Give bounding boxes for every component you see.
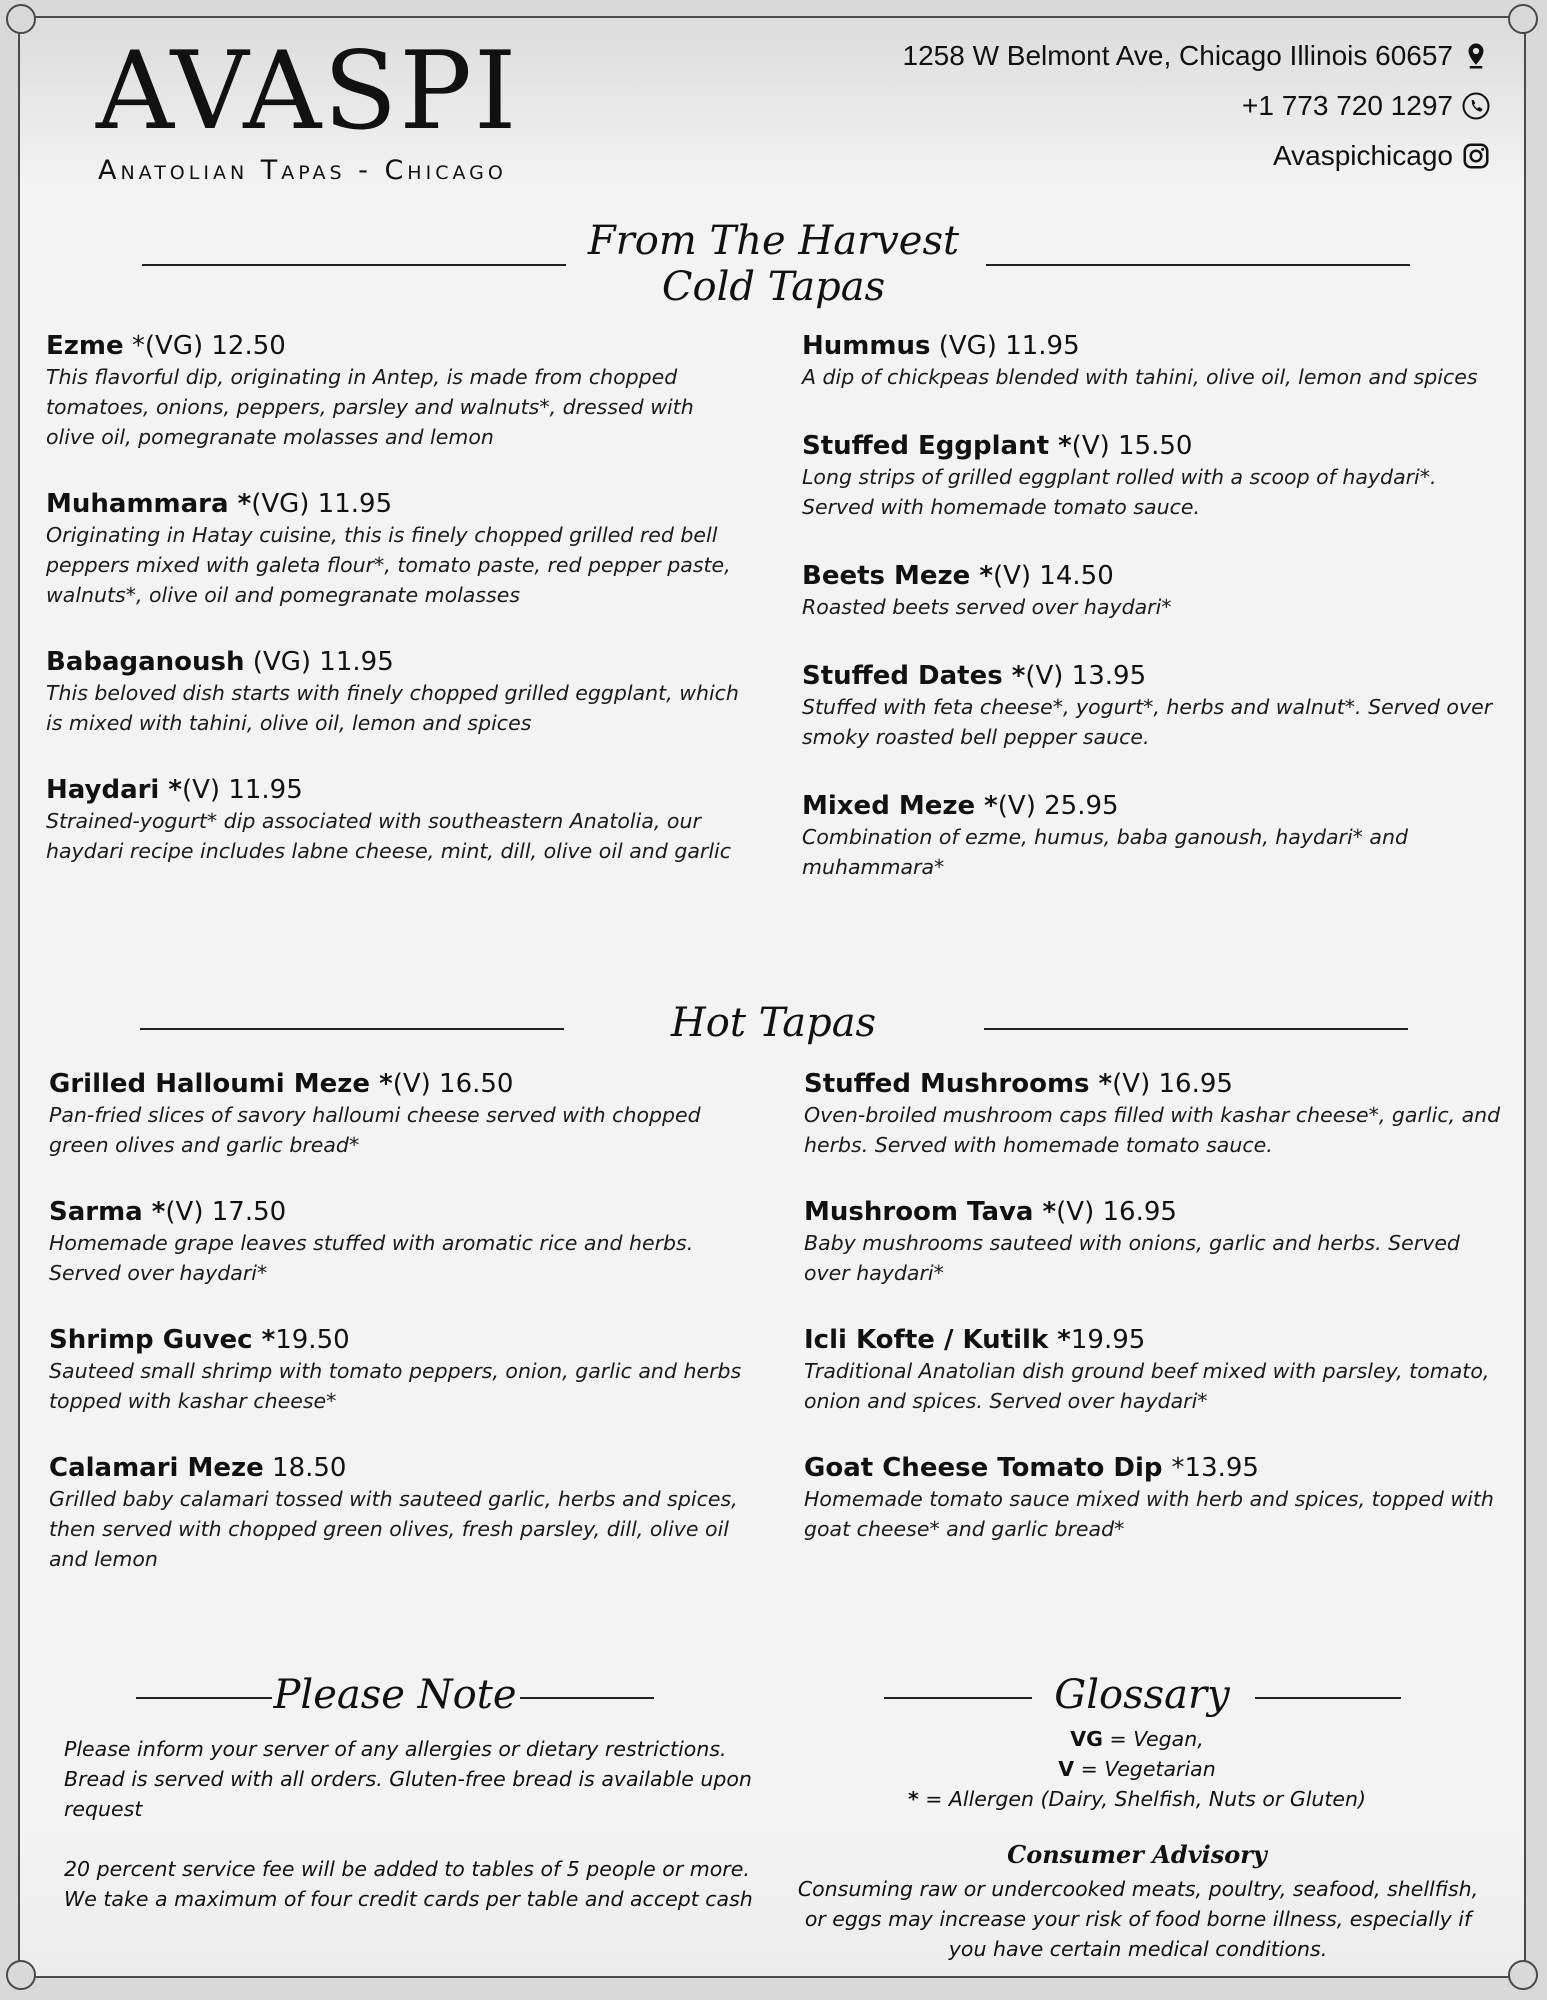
menu-item (46, 488, 746, 610)
menu-item-name: Babaganoush (46, 647, 245, 677)
menu-item (49, 1196, 749, 1288)
menu-item-description: Long strips of grilled eggplant rolled with a scoop of haydari*. Served with homemade tomato sauce. (802, 465, 1437, 519)
menu-item-price: (V) 25.95 (997, 791, 1119, 821)
menu-item-title (49, 1068, 749, 1100)
menu-item-price: (V) 16.50 (392, 1069, 514, 1099)
menu-item-title (46, 646, 746, 678)
menu-item-name: Sarma * (49, 1197, 166, 1227)
menu-item-description: Traditional Anatolian dish ground beef mixed with parsley, tomato, onion and spices. Served over haydari* (804, 1359, 1490, 1413)
menu-item-price: (V) 17.50 (165, 1197, 287, 1227)
menu-item-description: Grilled baby calamari tossed with sauteed garlic, herbs and spices, then served with chopped green olives, fresh parsley, dill, olive oil and lemon (49, 1487, 738, 1571)
menu-item-name: Stuffed Eggplant * (802, 431, 1072, 461)
menu-item-title (46, 774, 746, 806)
menu-item-price: 18.50 (263, 1453, 347, 1483)
note-paragraph: Please inform your server of any allergies or dietary restrictions. Bread is served with all orders. Gluten-free bread is available upon request (64, 1737, 752, 1821)
consumer-advisory-text: Consuming raw or undercooked meats, poultry, seafood, shellfish, or eggs may increase your risk of food borne illness, especially if you have certain medical conditions. (797, 1877, 1479, 1961)
menu-item-description: Originating in Hatay cuisine, this is finely chopped grilled red bell peppers mixed with galeta flour*, tomato paste, red pepper paste, walnuts*, olive oil and pomegranate molasses (46, 523, 731, 607)
menu-item-description: Homemade tomato sauce mixed with herb and spices, topped with goat cheese* and garlic bread* (804, 1487, 1494, 1541)
menu-item-price: (V) 16.95 (1112, 1069, 1233, 1099)
section-title-glossary: Glossary (1054, 1672, 1230, 1718)
menu-item-title (46, 330, 746, 362)
menu-item-name: Calamari Meze (49, 1453, 264, 1483)
menu-item-description: Stuffed with feta cheese*, yogurt*, herbs and walnut*. Served over smoky roasted bell pepper sauce. (802, 695, 1493, 749)
menu-item-title (804, 1452, 1504, 1484)
menu-item-price: *(VG) 12.50 (123, 331, 286, 361)
glossary-v: V = Vegetarian (1058, 1757, 1216, 1781)
glossary-vg: VG = Vegan, (1070, 1727, 1204, 1751)
phone[interactable] (1242, 90, 1491, 122)
menu-item-title (804, 1324, 1504, 1356)
corner-ornament (1508, 1960, 1538, 1990)
instagram[interactable] (1273, 140, 1491, 172)
menu-item-description: Pan-fried slices of savory halloumi cheese served with chopped green olives and garlic bread* (49, 1103, 701, 1157)
tagline: Anatolian Tapas - Chicago (98, 155, 507, 186)
menu-item-price: 19.50 (275, 1325, 350, 1355)
menu-item-name: Grilled Halloumi Meze * (49, 1069, 393, 1099)
menu-item (804, 1068, 1504, 1160)
menu-item-description: Sauteed small shrimp with tomato peppers, onion, garlic and herbs topped with kashar cheese* (49, 1359, 742, 1413)
menu-item-title (49, 1324, 749, 1356)
menu-item (804, 1196, 1504, 1288)
cold-tapas-right-column (802, 330, 1502, 920)
address-text: 1258 W Belmont Ave, Chicago Illinois 60657 (902, 40, 1453, 71)
menu-item-description: Oven-broiled mushroom caps filled with kashar cheese*, garlic, and herbs. Served with homemade tomato sauce. (804, 1103, 1501, 1157)
menu-item-description: Combination of ezme, humus, baba ganoush, haydari* and muhammara* (802, 825, 1408, 879)
menu-item-price: (V) 14.50 (992, 561, 1114, 591)
menu-item-name: Mushroom Tava * (804, 1197, 1057, 1227)
menu-item (49, 1452, 749, 1574)
corner-ornament (6, 4, 36, 34)
phone-text: +1 773 720 1297 (1242, 90, 1453, 121)
menu-item-description: Roasted beets served over haydari* (802, 595, 1172, 619)
menu-item (804, 1452, 1504, 1544)
menu-item-title (804, 1068, 1504, 1100)
menu-item-price: (VG) 11.95 (930, 331, 1080, 361)
menu-item-title (804, 1196, 1504, 1228)
section-title-please-note: Please Note (273, 1672, 517, 1718)
menu-item-description: This flavorful dip, originating in Antep, is made from chopped tomatoes, onions, peppers, parsley and walnuts*, dressed with olive oil, pomegranate molasses and lemon (46, 365, 694, 449)
menu-item-name: Shrimp Guvec * (49, 1325, 276, 1355)
menu-item-name: Beets Meze * (802, 561, 993, 591)
address (903, 40, 1491, 72)
menu-item-price: (VG) 11.95 (251, 489, 393, 519)
menu-item-description: This beloved dish starts with finely chopped grilled eggplant, which is mixed with tahini, olive oil, lemon and spices (46, 681, 739, 735)
menu-item (49, 1068, 749, 1160)
menu-item (802, 660, 1502, 752)
menu-item-price: (V) 13.95 (1025, 661, 1147, 691)
menu-item-name: Ezme (46, 331, 124, 361)
menu-item (802, 330, 1502, 392)
cold-tapas-left-column (46, 330, 746, 902)
menu-item-title (802, 330, 1502, 362)
menu-item-description: Baby mushrooms sauteed with onions, garlic and herbs. Served over haydari* (804, 1231, 1460, 1285)
menu-item-price: 19.95 (1070, 1325, 1146, 1355)
menu-item-name: Haydari * (46, 775, 182, 805)
restaurant-logo: AVASPI (96, 29, 519, 154)
menu-item-title (802, 430, 1502, 462)
section-title-hot-tapas: Hot Tapas (670, 1000, 877, 1046)
section-title-cold-tapas: Cold Tapas (661, 264, 886, 310)
consumer-advisory-title: Consumer Advisory (1007, 1840, 1267, 1869)
menu-item-price: (V) 11.95 (182, 775, 303, 805)
section-title-harvest: From The Harvest (587, 218, 960, 264)
menu-item-price: (V) 15.50 (1071, 431, 1193, 461)
menu-item-title (46, 488, 746, 520)
note-paragraph: 20 percent service fee will be added to tables of 5 people or more. We take a maximum of four credit cards per table and accept cash (64, 1857, 753, 1911)
menu-item-description: A dip of chickpeas blended with tahini, olive oil, lemon and spices (802, 365, 1478, 389)
menu-item-name: Stuffed Dates * (802, 661, 1026, 691)
menu-item-name: Muhammara * (46, 489, 252, 519)
menu-item-title (802, 790, 1502, 822)
menu-item-name: Stuffed Mushrooms * (804, 1069, 1113, 1099)
menu-item-name: Icli Kofte / Kutilk * (804, 1325, 1071, 1355)
menu-item-price: (V) 16.95 (1056, 1197, 1177, 1227)
menu-item (49, 1324, 749, 1416)
menu-item (46, 646, 746, 738)
menu-item-name: Mixed Meze * (802, 791, 998, 821)
menu-item-title (802, 560, 1502, 592)
glossary-allergen: * = Allergen (Dairy, Shelfish, Nuts or Gluten) (907, 1787, 1367, 1811)
menu-item (802, 430, 1502, 522)
menu-item-title (49, 1452, 749, 1484)
menu-item-price: (VG) 11.95 (244, 647, 394, 677)
menu-item (46, 330, 746, 452)
menu-item-price: *13.95 (1171, 1453, 1259, 1483)
menu-item (802, 560, 1502, 622)
glossary-list (792, 1724, 1482, 1814)
menu-item-title (49, 1196, 749, 1228)
menu-item (46, 774, 746, 866)
menu-item-title (802, 660, 1502, 692)
location-pin-icon (1461, 41, 1491, 71)
menu-item-description: Strained-yogurt* dip associated with southeastern Anatolia, our haydari recipe includes labne cheese, mint, dill, olive oil and garlic (46, 809, 731, 863)
corner-ornament (1508, 4, 1538, 34)
menu-item-name: Hummus (802, 331, 931, 361)
hot-tapas-left-column (49, 1068, 749, 1610)
corner-ornament (6, 1960, 36, 1990)
hot-tapas-right-column (804, 1068, 1504, 1580)
phone-icon (1461, 91, 1491, 121)
please-note-text (64, 1734, 764, 1944)
instagram-icon (1461, 141, 1491, 171)
menu-item (802, 790, 1502, 882)
instagram-handle: Avaspichicago (1272, 140, 1453, 171)
menu-item-name: Goat Cheese Tomato Dip (804, 1453, 1172, 1483)
menu-item-description: Homemade grape leaves stuffed with aromatic rice and herbs. Served over haydari* (49, 1231, 694, 1285)
menu-item (804, 1324, 1504, 1416)
